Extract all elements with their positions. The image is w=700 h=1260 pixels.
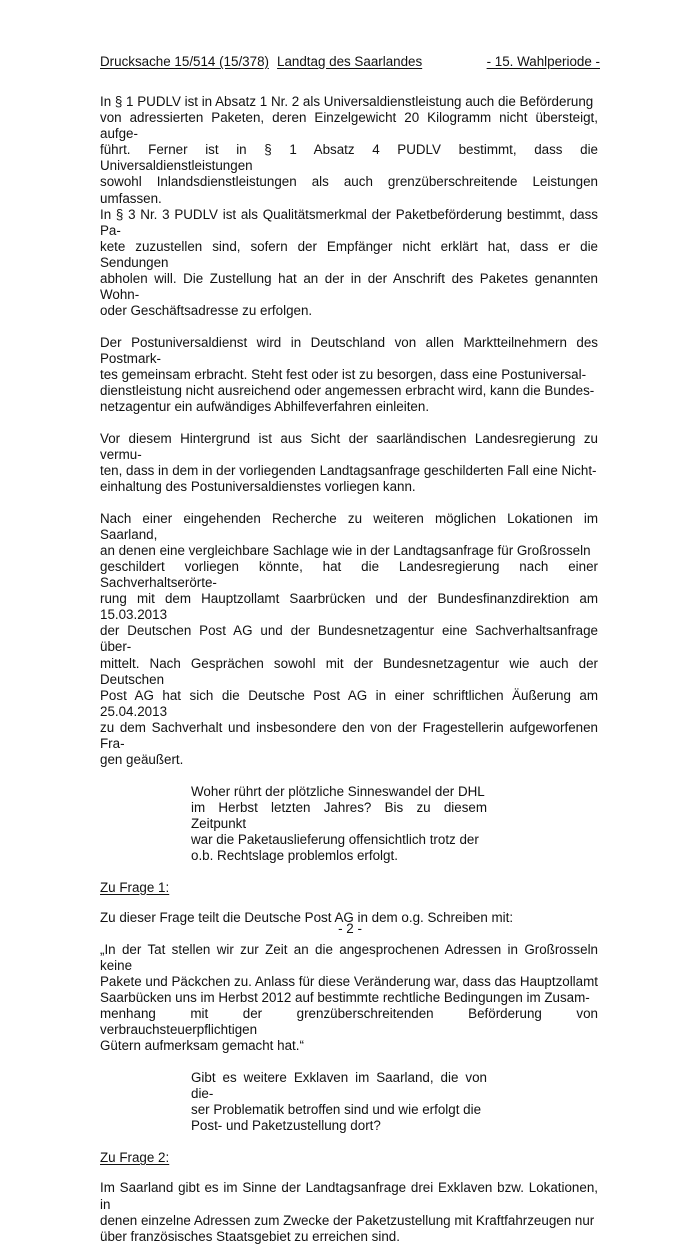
page-header (100, 54, 600, 70)
heading-answer-2: Zu Frage 2: (100, 1149, 170, 1165)
header-parliament: Landtag des Saarlandes (277, 54, 423, 69)
question-2: Gibt es weitere Exklaven im Saarland, die von die- ser Problematik betroffen sind und wie erfolgt die Post- und Paketzustellung dort? (191, 1069, 487, 1134)
page-number: - 2 - (338, 921, 362, 936)
document-body (100, 94, 598, 1260)
paragraph-postuniversaldienst: Der Postuniversaldienst wird in Deutschland von allen Marktteilnehmern des Postmark- tes gemeinsam erbracht. Steht fest oder ist zu besorgen, dass eine Postuniversal- dienstleistung nicht ausreichend oder angemessen erbracht wird, kann die Bundes- netzagentur ein aufwändiges Abhilfeverfahren einleiten. (100, 334, 598, 415)
question-1: Woher rührt der plötzliche Sinneswandel der DHL im Herbst letzten Jahres? Bis zu diesem Zeitpunkt war die Paketauslieferung offensichtlich trotz der o.b. Rechtslage problemlos erfolgt. (191, 783, 487, 864)
paragraph-hintergrund: Vor diesem Hintergrund ist aus Sicht der saarländischen Landesregierung zu vermu- ten, dass in dem in der vorliegenden Landtagsanfrage geschilderten Fall eine Nicht- einhaltung des Postuniversaldienstes vorliegen kann. (100, 430, 598, 495)
paragraph-recherche: Nach einer eingehenden Recherche zu weiteren möglichen Lokationen im Saarland, an denen eine vergleichbare Sachlage wie in der Landtagsanfrage für Großrosseln geschildert vorliegen könnte, hat die Landesregierung nach einer Sachverhaltserörte- rung mit dem Hauptzollamt Saarbrücken und der Bundesfinanzdirektion am 15.03.2013 der Deutschen Post AG und der Bundesnetzagentur eine Sachverhaltsanfrage über- mittelt. Nach Gesprächen sowohl mit der Bundesnetzagentur wie auch der Deutschen Post AG hat sich die Deutsche Post AG in einer schriftlichen Äußerung am 25.04.2013 zu dem Sachverhalt und insbesondere den von der Fragestellerin aufgeworfenen Fra- gen geäußert. (100, 510, 598, 768)
answer-1-quote: „In der Tat stellen wir zur Zeit an die angesprochenen Adressen in Großrosseln keine Pakete und Päckchen zu. Anlass für diese Veränderung war, dass das Hauptzollamt Saarbücken uns im Herbst 2012 auf bestimmte rechtliche Bedingungen im Zusam- menhang mit der grenzüberschreitenden Beförderung von verbrauchsteuerpflichtigen Gütern aufmerksam gemacht hat.“ (100, 941, 598, 1054)
header-legislative-period: - 15. Wahlperiode - (486, 54, 600, 69)
header-document-number: Drucksache 15/514 (15/378) (100, 54, 269, 69)
heading-answer-1: Zu Frage 1: (100, 879, 170, 895)
paragraph-pudlv: In § 1 PUDLV ist in Absatz 1 Nr. 2 als Universaldienstleistung auch die Beförderung von adressierten Paketen, deren Einzelgewicht 20 Kilogramm nicht übersteigt, aufge- führt. Ferner ist in § 1 Absatz 4 PUDLV bestimmt, dass die Universaldienstleistungen sowohl Inlandsdienstleistungen als auch grenzüberschreitende Leistungen umfassen. In § 3 Nr. 3 PUDLV ist als Qualitätsmerkmal der Paketbeförderung bestimmt, dass Pa- kete zuzustellen sind, sofern der Empfänger nicht erklärt hat, dass er die Sendungen abholen will. Die Zustellung hat an der in der Anschrift des Paketes genannten Wohn- oder Geschäftsadresse zu erfolgen. (100, 94, 598, 319)
answer-1-intro: Zu dieser Frage teilt die Deutsche Post AG in dem o.g. Schreiben mit: (100, 910, 514, 926)
answer-2: Im Saarland gibt es im Sinne der Landtagsanfrage drei Exklaven bzw. Lokationen, in denen einzelne Adressen zum Zwecke der Paketzustellung mit Kraftfahrzeugen nur über französisches Staatsgebiet zu erreichen sind. (100, 1180, 598, 1244)
